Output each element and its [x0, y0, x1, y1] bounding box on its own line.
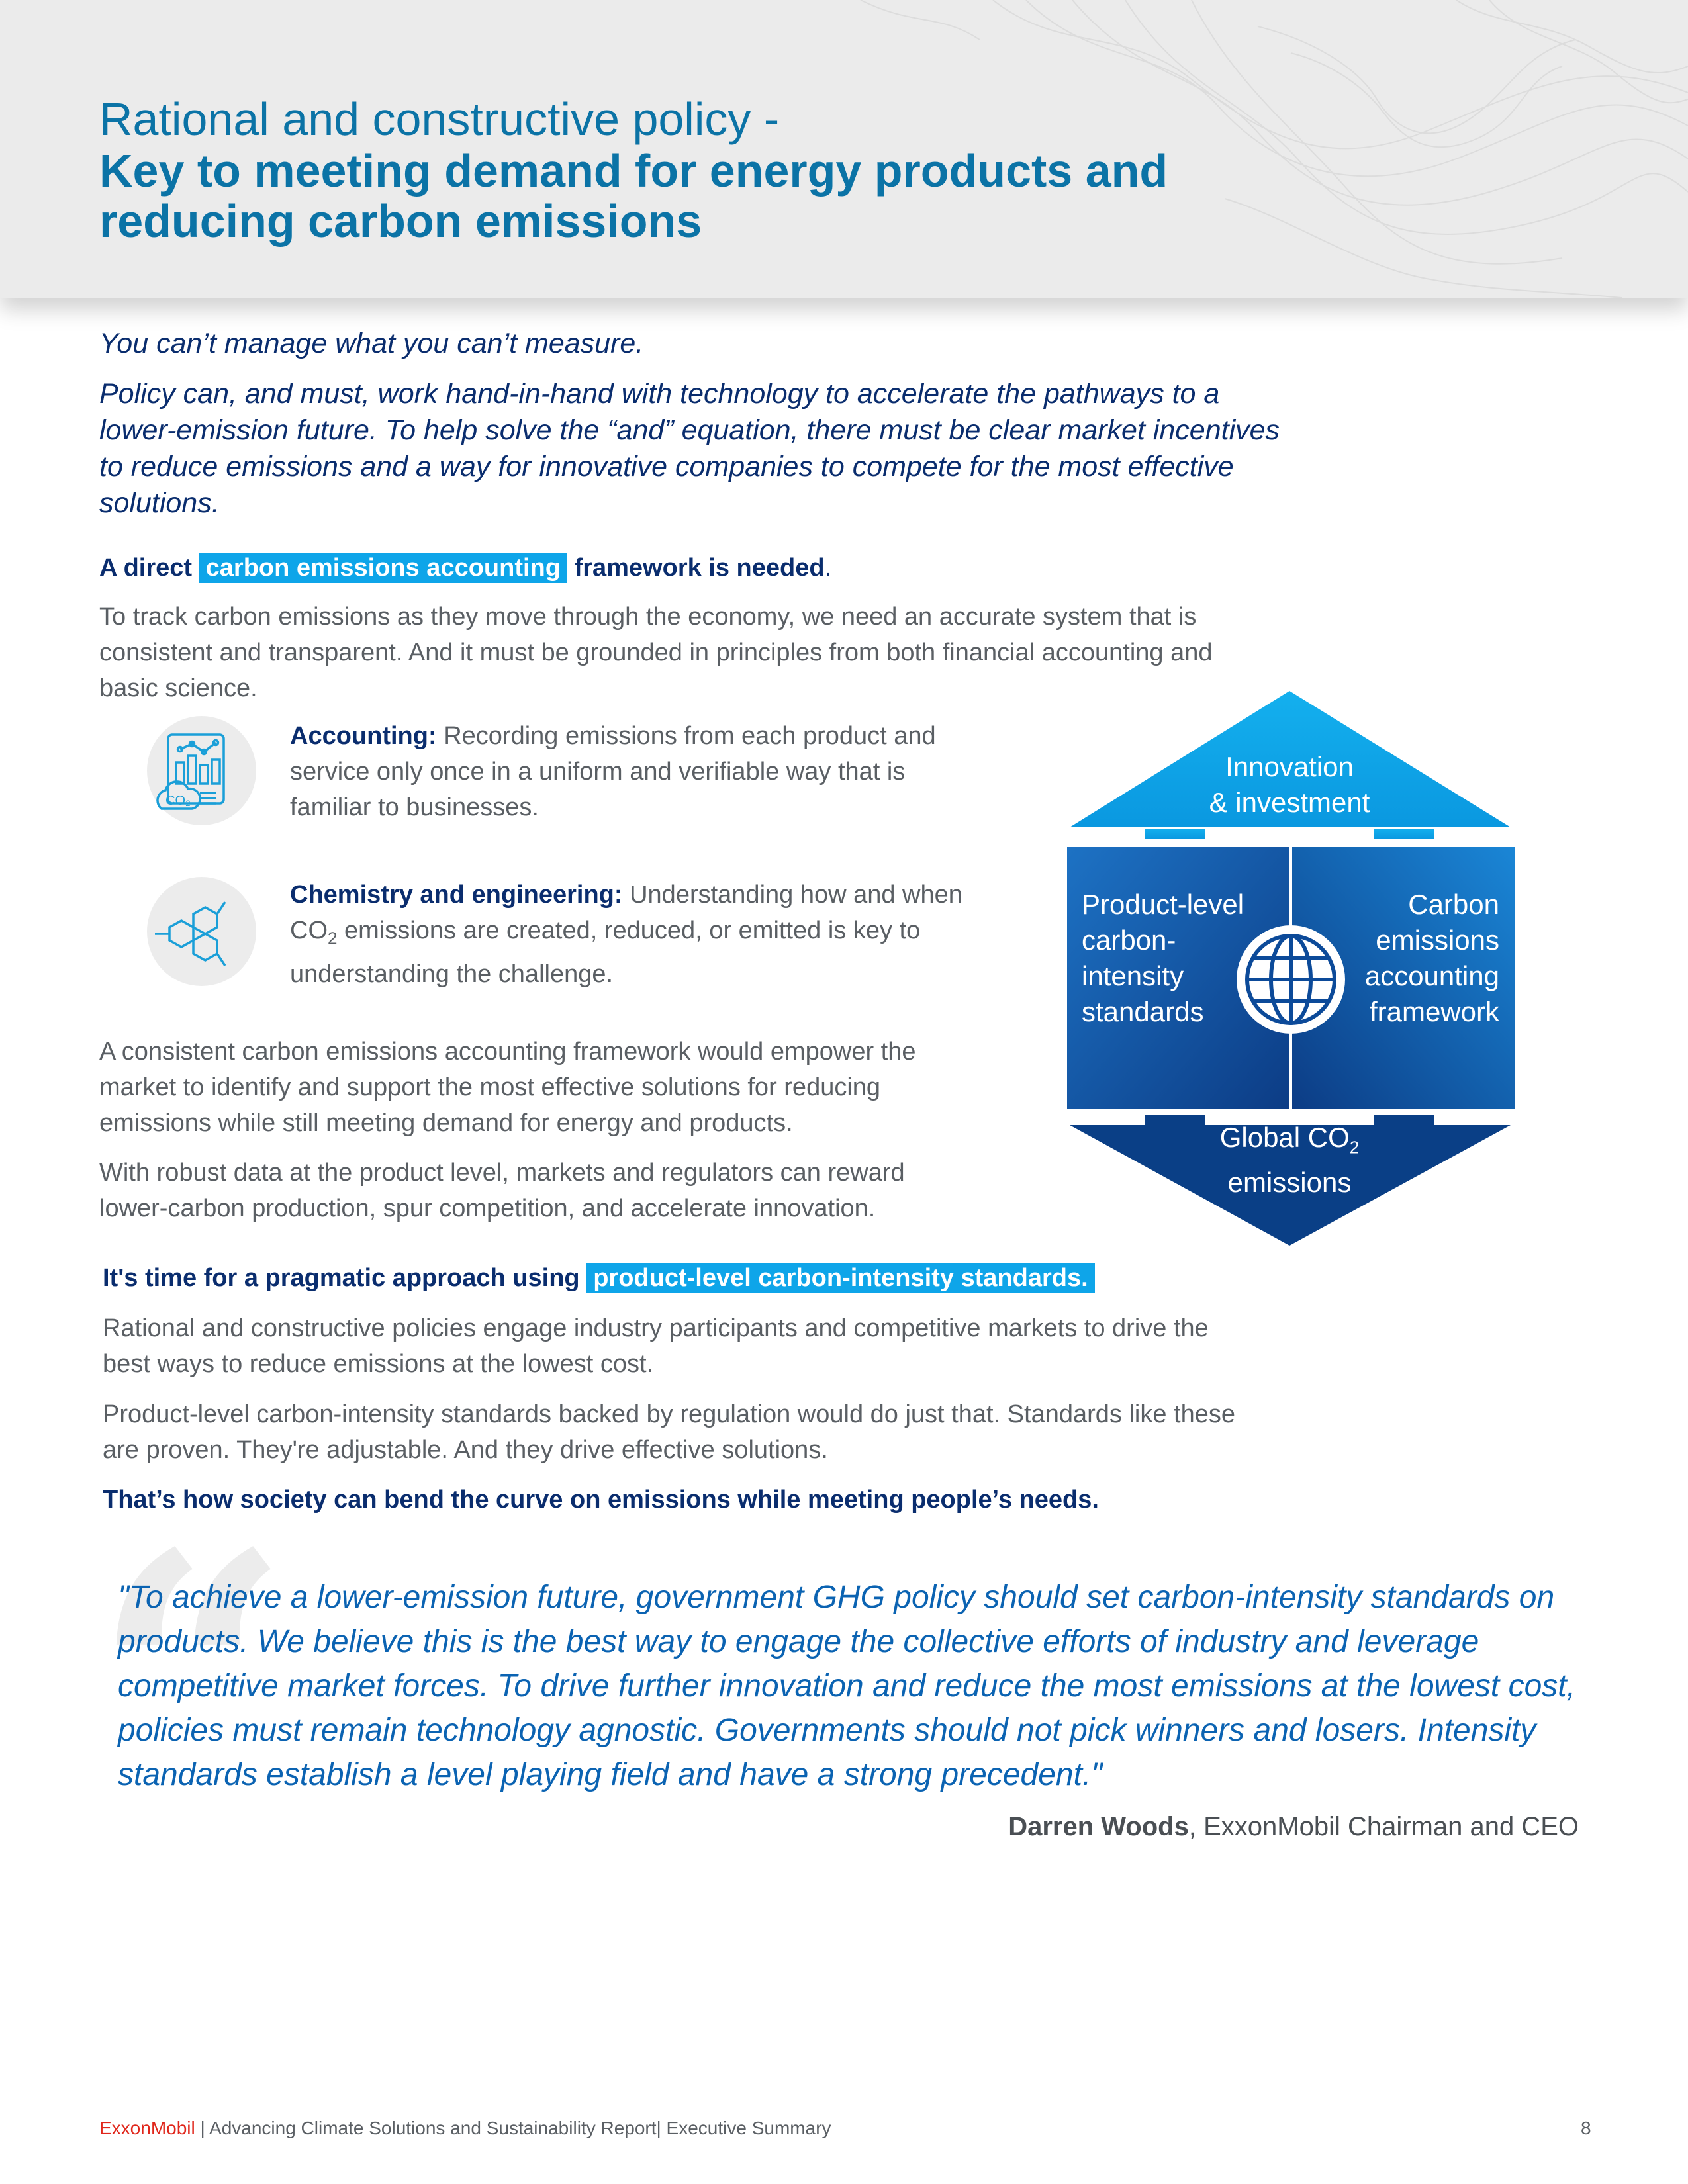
section1-lead-period: .: [824, 554, 832, 582]
molecule-icon: [147, 877, 256, 986]
quote-role: , ExxonMobil Chairman and CEO: [1188, 1812, 1579, 1841]
quote-mark: “: [93, 1479, 291, 1883]
quote-author: Darren Woods: [1008, 1812, 1189, 1841]
accounting-item-text: Recording emissions from each product and service only once in a uniform and verifiable way that is familiar to businesses.: [290, 722, 936, 821]
footer-text: | Advancing Climate Solutions and Sustainability Report| Executive Summary: [195, 2118, 831, 2138]
header-band: [0, 0, 1688, 298]
diagram-bottom-label-post: emissions: [1227, 1167, 1352, 1199]
intro-tagline: You can’t manage what you can’t measure.: [99, 328, 644, 359]
svg-text:CO₂: CO₂: [165, 794, 191, 808]
section2-lead-pre: It's time for a pragmatic approach using: [103, 1264, 580, 1292]
section2-lead: [103, 1261, 1095, 1295]
section1-lead-pre: A direct: [99, 554, 193, 582]
section1-lead-highlight: carbon emissions accounting: [199, 553, 567, 583]
diagram-left-label: Product-level carbon- intensity standards: [1082, 889, 1244, 1027]
policy-diagram: [1059, 688, 1523, 1251]
diagram-bottom-label: [1157, 1120, 1422, 1201]
chart-co2-icon: [147, 716, 256, 825]
section1-body: To track carbon emissions as they move through the economy, we need an accurate system that is consistent and transparent. And it must be grounded in principles from both financial accounting and basic science.: [99, 603, 1213, 702]
diagram-top-label: Innovation & investment: [1209, 751, 1370, 818]
quote-attribution: [1008, 1812, 1579, 1842]
section1-para1: A consistent carbon emissions accounting framework would empower the market to identify and support the most effective solutions for reducing emissions while still meeting demand for energy and products.: [99, 1038, 916, 1137]
page-title: Key to meeting demand for energy products and reducing carbon emissions: [99, 145, 1168, 247]
chemistry-item: [290, 877, 992, 992]
chemistry-item-title: Chemistry and engineering:: [290, 881, 623, 909]
section2-lead-highlight: product-level carbon-intensity standards.: [586, 1263, 1094, 1293]
diagram-right-label: Carbon emissions accounting framework: [1364, 889, 1499, 1027]
page-number: 8: [1581, 2118, 1591, 2138]
section1-para2: With robust data at the product level, markets and regulators can reward lower-carbon production, spur competition, and accelerate innovation.: [99, 1159, 905, 1222]
chemistry-item-text-post: emissions are created, reduced, or emitted is key to understanding the challenge.: [290, 917, 921, 988]
section2-closing: That’s how society can bend the curve on emissions while meeting people’s needs.: [103, 1486, 1099, 1514]
accounting-item: [290, 718, 978, 825]
section1-lead: [99, 551, 831, 585]
section1-lead-post: framework is needed: [574, 554, 825, 582]
page-title-light: Rational and constructive policy -: [99, 93, 780, 145]
chemistry-item-text-pre: Understanding how and when CO: [290, 881, 962, 944]
footer-brand: ExxonMobil: [99, 2118, 195, 2138]
diagram-bottom-label-sub: 2: [1349, 1137, 1360, 1158]
section2-para1: Rational and constructive policies engage industry participants and competitive markets to drive the best ways to reduce emissions at the lowest cost.: [103, 1314, 1209, 1378]
footer: [99, 2118, 831, 2139]
section2-para2: Product-level carbon-intensity standards backed by regulation would do just that. Standards like these are proven. They're adjustable. And they drive effective solutions.: [103, 1400, 1235, 1464]
diagram-bottom-label-pre: Global CO: [1219, 1122, 1350, 1153]
accounting-icon-circle: [147, 716, 256, 825]
chemistry-item-text-sub: 2: [328, 928, 338, 948]
accounting-item-title: Accounting:: [290, 722, 437, 750]
quote-text: "To achieve a lower-emission future, government GHG policy should set carbon-intensity standards on products. We believe this is the best way to engage the collective efforts of industry and leverage competitive market forces. To drive further innovation and reduce the most emissions at the lowest cost, policies must remain technology agnostic. Governments should not pick winners and losers. Intensity standards establish a level playing field and have a strong precedent.": [118, 1580, 1575, 1792]
intro-paragraph: Policy can, and must, work hand-in-hand with technology to accelerate the pathways to a lower-emission future. To help solve the “and” equation, there must be clear market incentives to reduce emissions and a way for innovative companies to compete for the most effective solutions.: [99, 378, 1280, 519]
chemistry-icon-circle: [147, 877, 256, 986]
